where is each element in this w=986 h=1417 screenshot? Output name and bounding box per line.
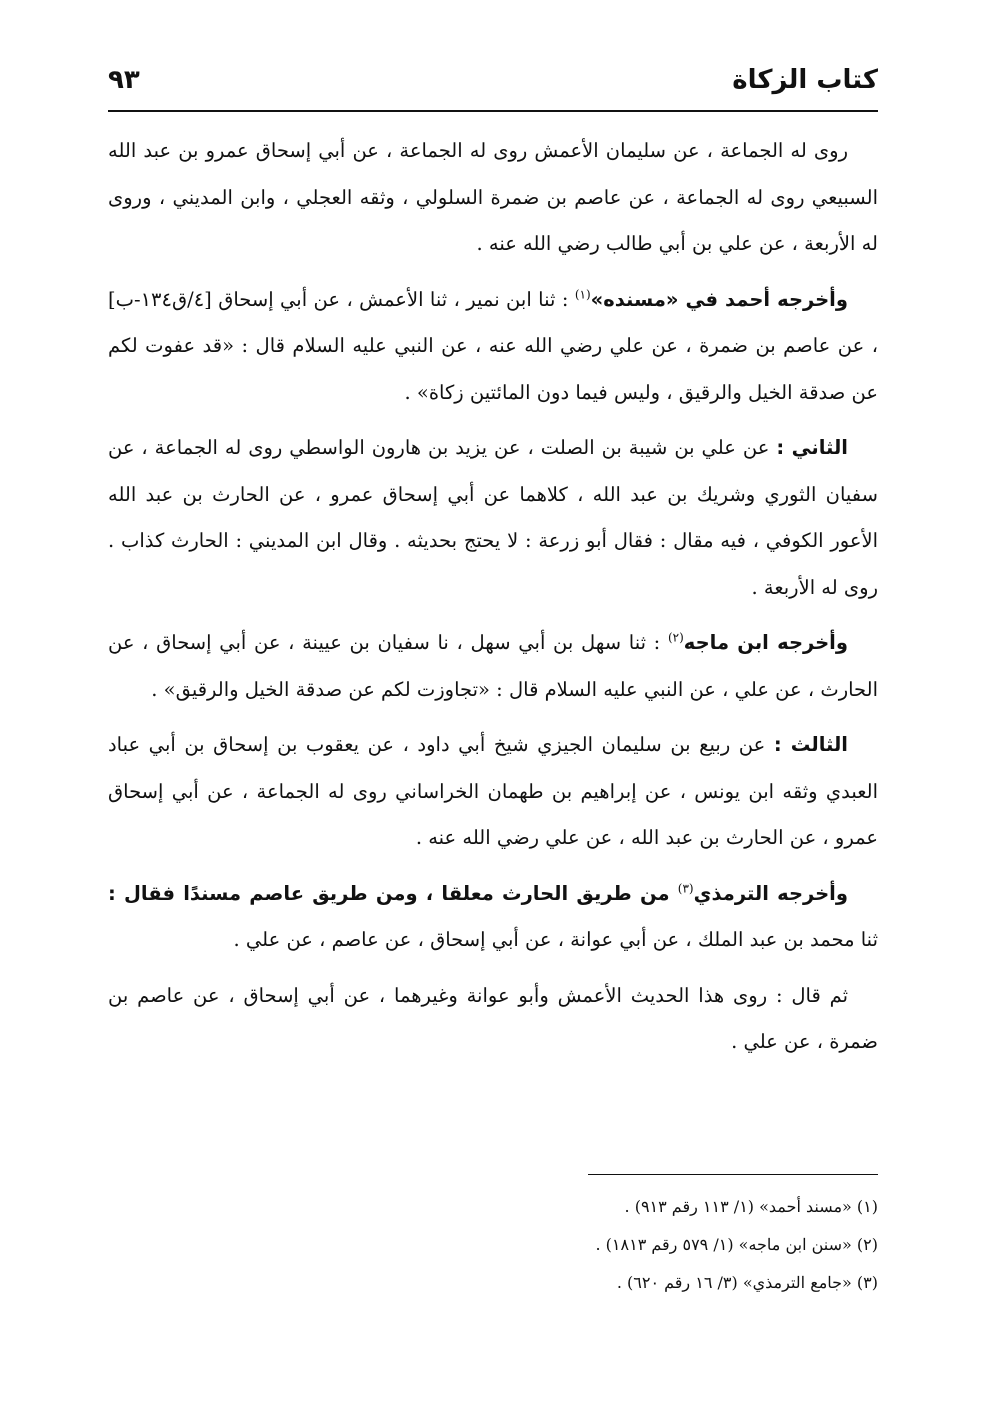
paragraph-text: ثنا محمد بن عبد الملك ، عن أبي عوانة ، عن أبي إسحاق ، عن عاصم ، عن علي .: [233, 928, 878, 951]
main-text: [108, 128, 878, 1075]
paragraph-lead: وأخرجه أحمد في «مسنده»: [590, 287, 848, 311]
footnotes: [108, 1188, 878, 1302]
paragraph-text: : ثنا ابن نمير ، ثنا الأعمش ، عن أبي إسحاق [٤/ق١٣٤-ب] ، عن عاصم بن ضمرة ، عن علي رضي الله عنه ، عن النبي عليه السلام قال : «قد عفوت لكم عن صدقة الخيل والرقيق ، وليس فيما دون المائتين زكاة» .: [108, 287, 878, 404]
paragraph-1: [108, 128, 878, 268]
footnote-3: (٣) «جامع الترمذي» (٣/ ١٦ رقم ٦٢٠) .: [616, 1273, 878, 1292]
chapter-title: كتاب الزكاة: [732, 65, 878, 95]
footnote-ref-1[interactable]: (١): [574, 287, 591, 301]
paragraph-text: روى له الجماعة ، عن سليمان الأعمش روى له الجماعة ، عن أبي إسحاق عمرو بن عبد الله السبيعي روى له الجماعة ، عن عاصم بن ضمرة السلولي ، وثقه العجلي ، وابن المديني ، وروى له الأربعة ، عن علي بن أبي طالب رضي الله عنه .: [108, 139, 878, 255]
paragraph-lead-continued: من طريق الحارث معلقا ، ومن طريق عاصم مسندًا فقال :: [108, 881, 678, 905]
footnote-2: (٢) «سنن ابن ماجه» (١/ ٥٧٩ رقم ١٨١٣) .: [595, 1235, 878, 1254]
paragraph-2: [108, 277, 878, 417]
paragraph-text: ثم قال : روى هذا الحديث الأعمش وأبو عوانة وغيرهما ، عن أبي إسحاق ، عن عاصم بن ضمرة ، عن علي .: [108, 983, 878, 1053]
paragraph-3: [108, 425, 878, 611]
footnote-1: (١) «مسند أحمد» (١/ ١١٣ رقم ٩١٣) .: [624, 1197, 878, 1216]
paragraph-lead: وأخرجه الترمذي: [693, 881, 848, 905]
page-header: [108, 58, 878, 102]
footnote-divider: [588, 1174, 878, 1175]
header-divider: [108, 110, 878, 112]
paragraph-lead: الثاني :: [776, 436, 848, 459]
footnote-ref-2[interactable]: (٢): [667, 630, 684, 645]
footnote-ref-3[interactable]: (٣): [677, 881, 694, 895]
paragraph-5: [108, 722, 878, 862]
paragraph-4: [108, 620, 878, 713]
page-number: ٩٣: [108, 65, 140, 95]
paragraph-text: عن ربيع بن سليمان الجيزي شيخ أبي داود ، عن يعقوب بن إسحاق بن أبي عباد العبدي وثقه ابن يونس ، عن إبراهيم بن طهمان الخراساني روى له الجماعة ، عن أبي إسحاق عمرو ، عن الحارث بن عبد الله ، عن علي رضي الله عنه .: [108, 733, 878, 849]
paragraph-text: : ثنا سهل بن أبي سهل ، نا سفيان بن عيينة ، عن أبي إسحاق ، عن الحارث ، عن علي ، عن النبي عليه السلام قال : «تجاوزت لكم عن صدقة الخيل والرقيق» .: [108, 631, 878, 701]
paragraph-lead: الثالث :: [773, 733, 848, 756]
paragraph-7: [108, 973, 878, 1066]
paragraph-text: عن علي بن شيبة بن الصلت ، عن يزيد بن هارون الواسطي روى له الجماعة ، عن سفيان الثوري وشريك بن عبد الله ، كلاهما عن أبي إسحاق عمرو ، عن الحارث بن عبد الله الأعور الكوفي ، فيه مقال : فقال أبو زرعة : لا يحتج بحديثه . وقال ابن المديني : الحارث كذاب . روى له الأربعة .: [108, 436, 878, 599]
paragraph-lead: وأخرجه ابن ماجه: [683, 631, 848, 654]
paragraph-6: [108, 871, 878, 964]
